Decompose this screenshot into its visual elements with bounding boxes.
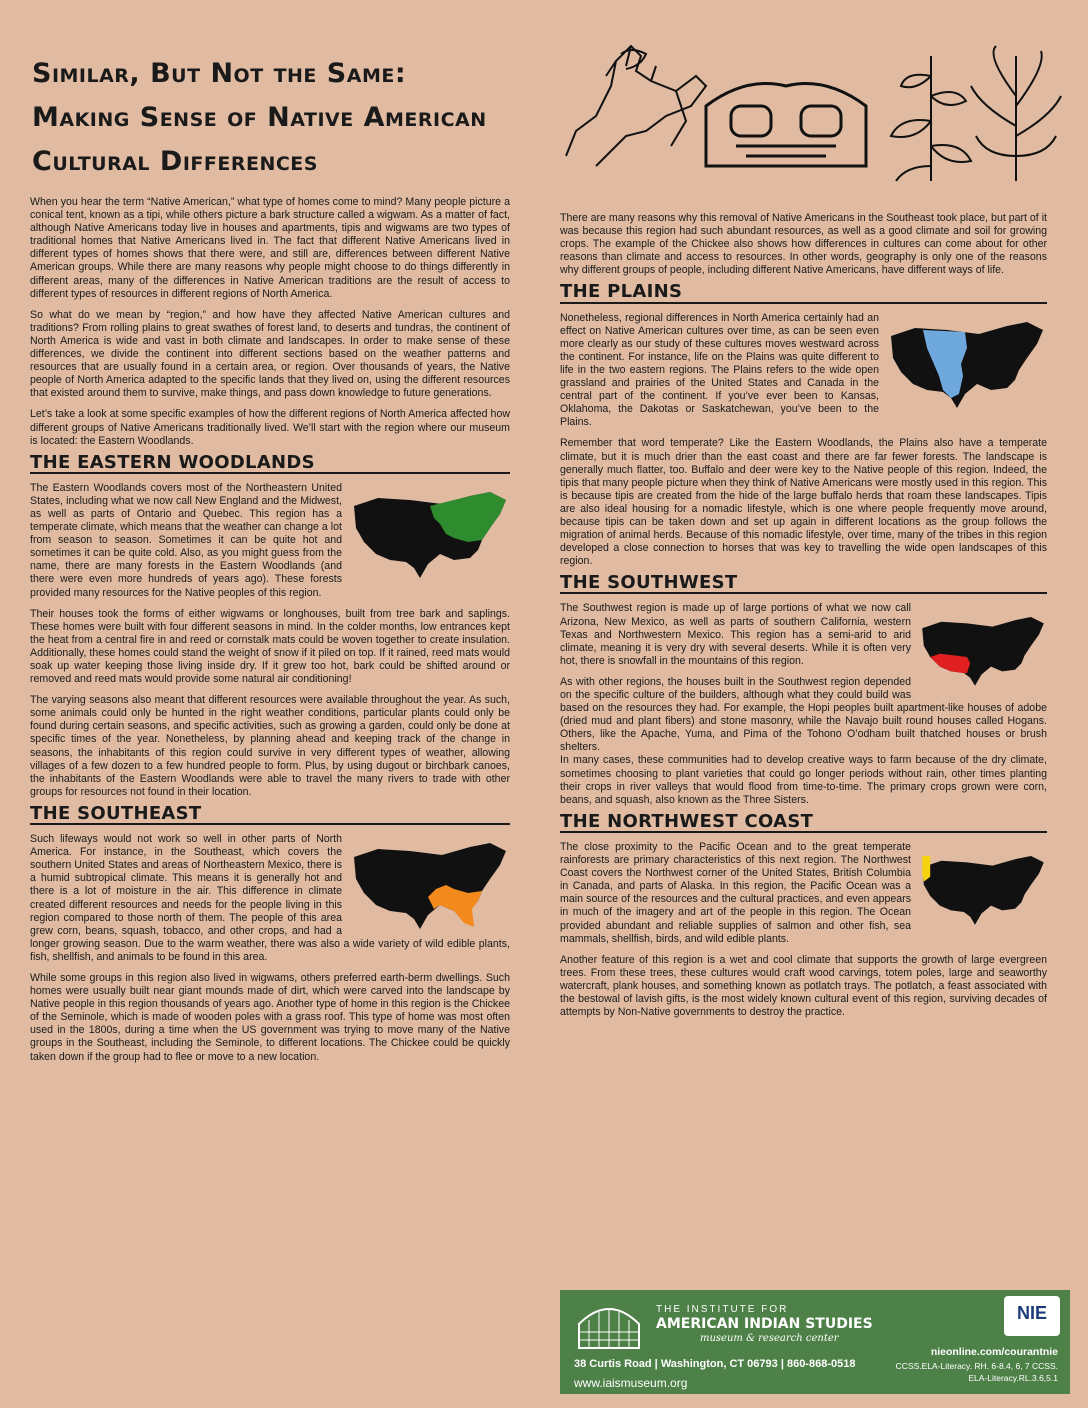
northwest-paragraph-2: Another feature of this region is a wet and cool climate that supports the growth of large evergreen trees. From these trees, these cultures would craft wood carvings, totem poles, large and seaworthy watercraft, plank houses, and something known as potlatch trays. The potlatch, a feast associated with the bestowal of lavish gifts, is the most widely known cultural event of this region, surviving decades of attempts by Non-Native governments to destroy the practice. [560,953,1047,1019]
plant-illustration [891,56,971,181]
corn-illustration [971,46,1061,181]
southeast-paragraph-2: While some groups in this region also lived in wigwams, others preferred earth-berm dwellings. Such homes were usually built near giant mounds made of dirt, which were carved into the landscape by Native people in this region thousands of years ago. Another type of home in this region is the Chickee of the Seminole, which is made of wooden poles with a grass roof. This type of home was most often used in the 1800s, during a time when the US government was trying to move many of the Native groups in the Southeast, including the Seminole, to different locations. The Chickee could be quickly taken down if the group had to flee or move to a new location. [30,971,510,1063]
eastern-paragraph-3: The varying seasons also meant that different resources were available throughout the year. As such, some animals could only be hunted in the right weather conditions, particular plants could only be found during certain seasons, and specific activities, such as growing a garden, could only be done at specific times of the year. Nonetheless, by planning ahead and keeping track of the change in seasons, the inhabitants of this region could survive in very different types of weather, allowing villages of a few dozen to a few hundred people to form. Plus, by using dugout or birchbark canoes, the inhabitants of the Eastern Woodlands were able to travel the many rivers to trade with other groups for resources not found in their location. [30,694,510,798]
northwest-map [919,843,1047,933]
plains-heading: THE PLAINS [560,285,1047,303]
ccss-standards-line2: ELA-Literacy.RL.3.6,5.1 [968,1373,1058,1383]
eastern-woodlands-heading: THE EASTERN WOODLANDS [30,456,510,474]
left-column [30,196,510,1072]
eastern-woodlands-map [350,484,510,580]
plains-map [887,314,1047,410]
museum-address: 38 Curtis Road | Washington, CT 06793 | 860-868-0518 [574,1358,856,1370]
southwest-region [930,654,970,673]
southeast-paragraph-1: Such lifeways would not work so well in other parts of North America. For instance, in the Southeast, which covers the southern United States and areas of Northeastern Mexico, there is a humid subtropical climate. This means it is generally hot and there is a lot of moisture in the air. This difference in climate created different resources and needs for the people living in this region compared to those north of them. The people of this area grew corn, beans, squash, tobacco, and other crops, and had a longer growing season. Due to the warm weather, there was also a wide variety of wild edible plants, fish, shellfish, and animals to be found in this area. [30,833,510,963]
southwest-paragraph-2: As with other regions, the houses built in the Southwest region depended on the specific culture of the builders, although what they could build was based on the resources they had. For example, the Hopi peoples built apartment-like houses of adobe (dried mud and plant fibers) and stone masonry, while the Navajo built round houses called Hogans. Others, like the Apache, Yuma, and Pima of the Tohono O’odham built thatched houses or brush shelters. [560,675,1047,754]
nie-logo: NIE [1004,1296,1060,1336]
southeast-heading: THE SOUTHEAST [30,807,510,825]
nie-url-link[interactable]: nieonline.com/courantnie [930,1346,1058,1358]
right-column [560,212,1047,1027]
southwest-paragraph-1: The Southwest region is made up of large portions of what we now call Arizona, New Mexico, as well as parts of southern California, western Texas and Northwestern Mexico. This region has a semi-arid to arid climate, meaning it is very dry with several deserts. While it is often very hot, there is snowfall in the mountains of this region. [560,602,911,667]
eastern-paragraph-1: The Eastern Woodlands covers most of the Northeastern United States, including what we now call New England and the Midwest, as well as parts of Ontario and Quebec. This region has a temperate climate, which means that the weather can change a lot from season to season. Sometimes it can be quite hot and sometimes it can be quite cold. Also, as you might guess from the name, there are many forests in the Eastern Woodlands (and there were even more hundreds of years ago). These forests provided many resources for the Native peoples of this region. [30,481,342,599]
northwest-heading: THE NORTHWEST COAST [560,815,1047,833]
ccss-standards-line1: CCSS.ELA-Literacy. RH. 6-8.4, 6, 7 CCSS. [895,1361,1058,1371]
institute-name-line3: museum & research center [700,1333,839,1344]
southwest-map [919,604,1047,694]
intro-paragraph-2: So what do we mean by “region,” and how have they affected Native American cultures and traditions? From rolling plains to great swathes of forest land, to deserts and tundras, the continent of North America is wide and vast in both climate and landscapes. In order to make sense of these differences, we divide the continent into different sections based on the weather patterns and resources that are usually found in a certain area, or region. Over thousands of years, the Native people of North America adapted to the specific lands that they lived on, using the different resources that existed around them to survive, make things, and pass down knowledge to future generations. [30,308,510,400]
horse-illustration [566,46,706,166]
intro-paragraph-1: When you hear the term “Native American,” what type of homes come to mind? Many people picture a conical tent, known as a tipi, while others picture a bark structure called a wigwam. As a matter of fact, although Native Americans today live in houses and apartments, tipis and wigwams are two types of traditional homes that Native Americans lived in. The fact that different Native Americans lived in different types of homes shows that there were, and still are, differences between different Native American groups. While there are many reasons why people might choose to do things differently in different areas, many of the differences in Native American traditions are the result of access to different types of resources in different regions of North America. [30,196,510,300]
plains-paragraph-2: Remember that word temperate? Like the Eastern Woodlands, the Plains also have a temperate climate, but it is much drier than the east coast and there are far fewer forests. The landscape is generally much flatter, too. Buffalo and deer were key to the Native people of this region. Indeed, the tipis that many people picture when they think of Native Americans were mostly used in this region. This is because tipis are created from the hide of the large buffalo herds that roam these landscapes. Tipis are also ideal housing for a nomadic lifestyle, which is one where people frequently move around, because tipis can be taken down and set up again in different locations as the group follows the migration of animal herds. Because of this nomadic lifestyle, over time, many of the tribes in this region developed a close connection to horses that was key to travelling the wide open landscapes of this region. [560,437,1047,568]
intro-paragraph-3: Let’s take a look at some specific examples of how the different regions of North America affected how different groups of Native Americans traditionally lived. We’ll start with the region where our museum is located: the Eastern Woodlands. [30,408,510,447]
plains-paragraph-1: Nonetheless, regional differences in North America certainly had an effect on Native American cultures over time, as can be seen even more clearly as our study of these cultures moves westward across the continent. For instance, life on the Plains was quite different to life in the two eastern regions. The Plains refers to the wide open grassland and prairies of the United States and Canada in the central part of the continent. If you’ve ever been to Kansas, Oklahoma, the Dakotas or Saskatchewan, you’ve been to the Plains. [560,311,879,429]
museum-footer [560,1290,1070,1394]
southwest-heading: THE SOUTHWEST [560,576,1047,594]
southeast-paragraph-3: There are many reasons why this removal of Native Americans in the Southeast took place, but part of it was because this region had such abundant resources, as well as a good climate and soil for growing crops. The example of the Chickee also shows how differences in cultures can come about for other reasons than climate and access to resources. In other words, geography is only one of the reasons why different groups of people, including different Native Americans, have different ways of life. [560,212,1047,277]
institute-name-line2: AMERICAN INDIAN STUDIES [656,1316,873,1332]
museum-website-link[interactable]: www.iaismuseum.org [574,1376,688,1390]
southeast-map [350,835,510,931]
eastern-paragraph-2: Their houses took the forms of either wigwams or longhouses, built from tree bark and saplings. These homes were built with four different seasons in mind. In the colder months, low entrances kept the heat from a central fire in and reed or cornstalk mats could be woven together to create insulation. Additionally, these homes could stand the weight of snow if it piled on top. If it rained, reed mats would soak up water keeping those living inside dry. If it grew too hot, bark could be shifted around or removed and reed mats would provide some natural air conditioning! [30,607,510,686]
totem-mask-illustration [706,84,866,167]
illustrations [556,36,1076,186]
page-title: Similar, But Not the Same: Making Sense of Native American Cultural Differences [32,58,487,177]
institute-name-line1: THE INSTITUTE FOR [656,1304,789,1315]
museum-building-icon [574,1298,644,1350]
northwest-paragraph-1: The close proximity to the Pacific Ocean and to the great temperate rainforests are primary characteristics of this next region. The Northwest Coast covers the Northwest corner of the United States, British Columbia in Canada, and parts of Alaska. In this region, the Pacific Ocean was a main source of the resources and the cultural practices, and even appears in much of the imagery and art of the people in this region. The Ocean provided abundant and reliable supplies of salmon and other fish, sea mammals, shellfish, birds, and wild edible plants. [560,840,911,945]
southwest-paragraph-3: In many cases, these communities had to develop creative ways to farm because of the dry climate, sometimes choosing to plant varieties that could go longer periods without rain, other times planting their crops in river valleys that would flood from time-to-time. The primary crops grown were corn, beans, and squash, also known as the Three Sisters. [560,754,1047,806]
